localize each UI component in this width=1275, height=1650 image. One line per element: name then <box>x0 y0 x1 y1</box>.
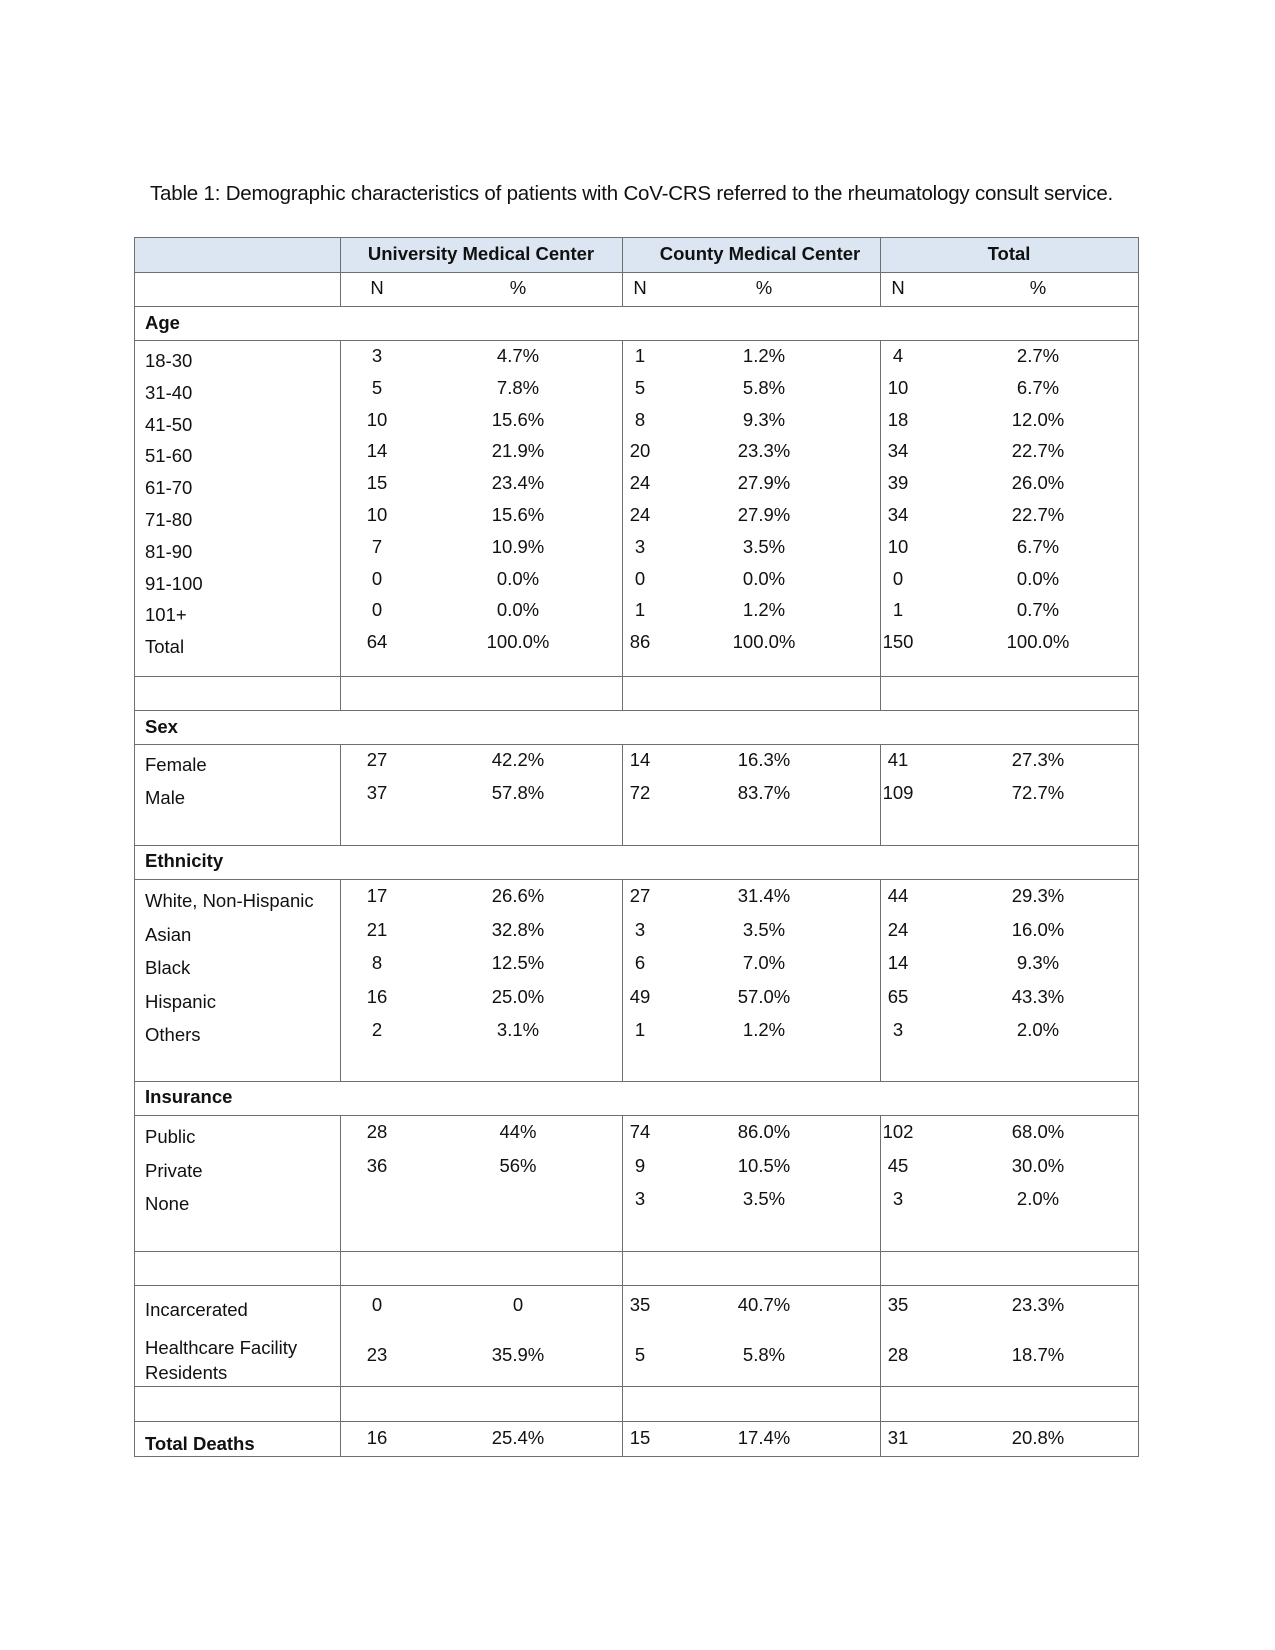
row-label: None <box>145 1193 190 1214</box>
healthcare-row-cell: 28 <box>887 1344 909 1365</box>
incarcerated-row-cell: 35 <box>887 1294 909 1315</box>
row-label: Male <box>145 787 186 808</box>
row-divider <box>134 1456 1139 1457</box>
insurance-row-cell: 36 <box>366 1154 388 1176</box>
insurance-row-cell: 68.0% <box>1011 1121 1065 1142</box>
age-row-cell: 1 <box>892 599 904 621</box>
age-row-cell: 150 <box>882 631 914 653</box>
age-row-cell: 5 <box>371 376 383 398</box>
sex-row-cell: 83.7% <box>737 782 791 803</box>
insurance-row-cell: 44% <box>499 1121 537 1142</box>
ethnicity-row-cell: 29.3% <box>1011 885 1065 906</box>
healthcare-row-cell: 23 <box>366 1344 388 1365</box>
column-divider <box>880 340 881 676</box>
age-row-cell: 4.7% <box>496 345 540 366</box>
age-row-cell: 4 <box>892 345 904 366</box>
age-row-cell: 1.2% <box>742 599 786 621</box>
column-divider <box>340 237 341 306</box>
row-divider <box>134 237 1139 238</box>
column-divider <box>340 1251 341 1285</box>
section-title-sex: Sex <box>145 716 178 737</box>
age-row-cell: 1 <box>634 345 646 366</box>
age-row-cell: 0 <box>371 567 383 589</box>
row-label: Total <box>145 636 185 658</box>
age-row-cell: 0.0% <box>496 567 540 589</box>
insurance-row-cell: 102 <box>882 1121 914 1142</box>
insurance-row-cell: 45 <box>887 1154 909 1176</box>
ethnicity-row-cell: 27 <box>629 885 651 906</box>
row-divider <box>134 1285 1139 1286</box>
age-row-cell: 15 <box>366 472 388 494</box>
column-divider <box>880 1386 881 1421</box>
row-label: 71-80 <box>145 509 193 530</box>
row-divider <box>134 710 1139 711</box>
age-row-cell: 15.6% <box>491 504 545 525</box>
row-divider <box>134 340 1139 341</box>
column-divider <box>880 1421 881 1456</box>
healthcare-row-cell: 5.8% <box>742 1344 786 1365</box>
age-row-cell: 3.5% <box>742 535 786 557</box>
row-label: Incarcerated <box>145 1299 248 1320</box>
ethnicity-row-cell: 31.4% <box>737 885 791 906</box>
sex-row-cell: 72 <box>629 782 651 803</box>
ethnicity-row-cell: 17 <box>366 885 388 906</box>
ethnicity-row-cell: 1.2% <box>742 1019 786 1040</box>
age-row-cell: 34 <box>887 504 909 525</box>
age-row-cell: 6.7% <box>1016 535 1060 557</box>
deaths-row-cell: 16 <box>366 1427 388 1448</box>
age-row-cell: 24 <box>629 504 651 525</box>
column-divider <box>880 1251 881 1285</box>
age-row-cell: 86 <box>629 631 651 653</box>
age-row-cell: 22.7% <box>1011 504 1065 525</box>
section-title-ethnicity: Ethnicity <box>145 850 224 871</box>
age-row-cell: 9.3% <box>742 408 786 430</box>
age-row-cell: 100.0% <box>486 631 550 653</box>
age-row-cell: 0 <box>634 567 646 589</box>
age-row-cell: 12.0% <box>1011 408 1065 430</box>
row-label: 91-100 <box>145 572 203 594</box>
subcolumn-header: % <box>755 277 773 298</box>
row-label: Female <box>145 754 207 775</box>
age-row-cell: 7.8% <box>496 376 540 398</box>
column-divider <box>622 1386 623 1421</box>
age-row-cell: 22.7% <box>1011 440 1065 462</box>
row-divider <box>134 306 1139 307</box>
row-divider <box>134 1386 1139 1387</box>
insurance-row-cell: 28 <box>366 1121 388 1142</box>
age-row-cell: 20 <box>629 440 651 462</box>
column-divider <box>622 1251 623 1285</box>
ethnicity-row-cell: 3 <box>634 918 646 940</box>
section-title-insurance: Insurance <box>145 1086 233 1107</box>
column-divider <box>1138 237 1139 1456</box>
sex-row-cell: 37 <box>366 782 388 803</box>
column-divider <box>340 340 341 676</box>
row-label: Public <box>145 1126 196 1147</box>
column-divider <box>340 1386 341 1421</box>
ethnicity-row-cell: 26.6% <box>491 885 545 906</box>
age-row-cell: 100.0% <box>732 631 796 653</box>
insurance-row-cell: 30.0% <box>1011 1154 1065 1176</box>
incarcerated-row-cell: 0 <box>371 1294 383 1315</box>
ethnicity-row-cell: 2.0% <box>1016 1019 1060 1040</box>
column-divider <box>622 1285 623 1386</box>
subcolumn-header: N <box>370 277 384 298</box>
section-title-age: Age <box>145 312 180 333</box>
subcolumn-header: N <box>891 277 905 298</box>
row-label: Healthcare Facility <box>145 1337 298 1358</box>
row-divider <box>134 1421 1139 1422</box>
ethnicity-row-cell: 12.5% <box>491 952 545 973</box>
column-group-header: Total <box>987 243 1031 264</box>
column-divider <box>622 1115 623 1251</box>
column-divider <box>880 879 881 1081</box>
ethnicity-row-cell: 24 <box>887 918 909 940</box>
age-row-cell: 8 <box>634 408 646 430</box>
age-row-cell: 27.9% <box>737 472 791 494</box>
insurance-row-cell: 56% <box>499 1154 537 1176</box>
column-divider <box>880 237 881 306</box>
ethnicity-row-cell: 8 <box>371 952 383 973</box>
ethnicity-row-cell: 7.0% <box>742 952 786 973</box>
ethnicity-row-cell: 2 <box>371 1019 383 1040</box>
ethnicity-row-cell: 3.5% <box>742 918 786 940</box>
subcolumn-header: N <box>633 277 647 298</box>
row-label: 41-50 <box>145 413 193 435</box>
age-row-cell: 10 <box>366 504 388 525</box>
sex-row-cell: 41 <box>887 749 909 770</box>
ethnicity-row-cell: 3.1% <box>496 1019 540 1040</box>
row-label: 61-70 <box>145 477 193 499</box>
ethnicity-row-cell: 32.8% <box>491 918 545 940</box>
ethnicity-row-cell: 57.0% <box>737 985 791 1007</box>
sex-row-cell: 109 <box>882 782 914 803</box>
incarcerated-row-cell: 0 <box>512 1294 524 1315</box>
age-row-cell: 23.3% <box>737 440 791 462</box>
age-row-cell: 10.9% <box>491 535 545 557</box>
age-row-cell: 18 <box>887 408 909 430</box>
ethnicity-row-cell: 44 <box>887 885 909 906</box>
row-label-total-deaths: Total Deaths <box>145 1433 255 1454</box>
column-group-header: County Medical Center <box>659 243 861 264</box>
row-divider <box>134 1115 1139 1116</box>
sex-row-cell: 57.8% <box>491 782 545 803</box>
column-divider <box>880 744 881 845</box>
table-caption: Table 1: Demographic characteristics of patients with CoV-CRS referred to the rheumatology consult service. <box>150 182 1114 205</box>
ethnicity-row-cell: 3 <box>892 1019 904 1040</box>
ethnicity-row-cell: 65 <box>887 985 909 1007</box>
age-row-cell: 5 <box>634 376 646 398</box>
age-row-cell: 6.7% <box>1016 376 1060 398</box>
deaths-row-cell: 17.4% <box>737 1427 791 1448</box>
age-row-cell: 10 <box>366 408 388 430</box>
age-row-cell: 0.7% <box>1016 599 1060 621</box>
ethnicity-row-cell: 43.3% <box>1011 985 1065 1007</box>
column-divider <box>340 744 341 845</box>
age-row-cell: 24 <box>629 472 651 494</box>
column-divider <box>880 1115 881 1251</box>
row-label: White, Non-Hispanic <box>145 890 314 911</box>
age-row-cell: 1.2% <box>742 345 786 366</box>
insurance-row-cell: 2.0% <box>1016 1188 1060 1209</box>
column-divider <box>622 1421 623 1456</box>
deaths-row-cell: 31 <box>887 1427 909 1448</box>
ethnicity-row-cell: 16.0% <box>1011 918 1065 940</box>
row-label: Hispanic <box>145 990 216 1012</box>
healthcare-row-cell: 5 <box>634 1344 646 1365</box>
ethnicity-row-cell: 16 <box>366 985 388 1007</box>
incarcerated-row-cell: 23.3% <box>1011 1294 1065 1315</box>
deaths-row-cell: 20.8% <box>1011 1427 1065 1448</box>
insurance-row-cell: 3.5% <box>742 1188 786 1209</box>
age-row-cell: 0.0% <box>496 599 540 621</box>
sex-row-cell: 16.3% <box>737 749 791 770</box>
row-label: 81-90 <box>145 540 193 562</box>
row-label: 18-30 <box>145 350 193 371</box>
healthcare-row-cell: 18.7% <box>1011 1344 1065 1365</box>
age-row-cell: 7 <box>371 535 383 557</box>
subcolumn-header: % <box>509 277 527 298</box>
insurance-row-cell: 10.5% <box>737 1154 791 1176</box>
column-divider <box>880 676 881 710</box>
age-row-cell: 10 <box>887 376 909 398</box>
age-row-cell: 15.6% <box>491 408 545 430</box>
row-divider <box>134 744 1139 745</box>
row-label: Black <box>145 957 191 978</box>
column-divider <box>622 744 623 845</box>
sex-row-cell: 42.2% <box>491 749 545 770</box>
ethnicity-row-cell: 21 <box>366 918 388 940</box>
sex-row-cell: 27.3% <box>1011 749 1065 770</box>
age-row-cell: 14 <box>366 440 388 462</box>
insurance-row-cell: 86.0% <box>737 1121 791 1142</box>
age-row-cell: 26.0% <box>1011 472 1065 494</box>
ethnicity-row-cell: 1 <box>634 1019 646 1040</box>
row-divider <box>134 845 1139 846</box>
insurance-row-cell: 9 <box>634 1154 646 1176</box>
insurance-row-cell: 3 <box>892 1188 904 1209</box>
age-row-cell: 21.9% <box>491 440 545 462</box>
age-row-cell: 34 <box>887 440 909 462</box>
age-row-cell: 100.0% <box>1006 631 1070 653</box>
insurance-row-cell: 74 <box>629 1121 651 1142</box>
column-divider <box>622 340 623 676</box>
deaths-row-cell: 15 <box>629 1427 651 1448</box>
row-divider <box>134 1251 1139 1252</box>
row-divider <box>134 879 1139 880</box>
age-row-cell: 0.0% <box>1016 567 1060 589</box>
age-row-cell: 3 <box>371 345 383 366</box>
column-divider <box>340 1115 341 1251</box>
column-divider <box>622 676 623 710</box>
age-row-cell: 39 <box>887 472 909 494</box>
incarcerated-row-cell: 35 <box>629 1294 651 1315</box>
ethnicity-row-cell: 6 <box>634 952 646 973</box>
column-divider <box>340 879 341 1081</box>
healthcare-row-cell: 35.9% <box>491 1344 545 1365</box>
age-row-cell: 2.7% <box>1016 345 1060 366</box>
incarcerated-row-cell: 40.7% <box>737 1294 791 1315</box>
age-row-cell: 23.4% <box>491 472 545 494</box>
row-label: 51-60 <box>145 445 193 467</box>
sex-row-cell: 14 <box>629 749 651 770</box>
ethnicity-row-cell: 49 <box>629 985 651 1007</box>
sex-row-cell: 27 <box>366 749 388 770</box>
age-row-cell: 0 <box>371 599 383 621</box>
subcolumn-header: % <box>1029 277 1047 298</box>
age-row-cell: 27.9% <box>737 504 791 525</box>
row-label: 31-40 <box>145 381 193 403</box>
row-divider <box>134 1081 1139 1082</box>
column-divider <box>134 237 135 1456</box>
age-row-cell: 1 <box>634 599 646 621</box>
column-divider <box>340 676 341 710</box>
age-row-cell: 0 <box>892 567 904 589</box>
ethnicity-row-cell: 9.3% <box>1016 952 1060 973</box>
age-row-cell: 64 <box>366 631 388 653</box>
row-label: Others <box>145 1024 201 1045</box>
insurance-row-cell: 3 <box>634 1188 646 1209</box>
row-label: 101+ <box>145 604 187 626</box>
deaths-row-cell: 25.4% <box>491 1427 545 1448</box>
sex-row-cell: 72.7% <box>1011 782 1065 803</box>
row-label: Private <box>145 1159 203 1181</box>
ethnicity-row-cell: 25.0% <box>491 985 545 1007</box>
column-divider <box>622 879 623 1081</box>
row-label: Asian <box>145 923 192 945</box>
column-divider <box>340 1421 341 1456</box>
column-divider <box>622 237 623 306</box>
age-row-cell: 3 <box>634 535 646 557</box>
row-label: Residents <box>145 1362 228 1383</box>
row-divider <box>134 272 1139 273</box>
ethnicity-row-cell: 14 <box>887 952 909 973</box>
column-group-header: University Medical Center <box>367 243 595 264</box>
row-divider <box>134 676 1139 677</box>
column-divider <box>340 1285 341 1386</box>
age-row-cell: 5.8% <box>742 376 786 398</box>
column-divider <box>880 1285 881 1386</box>
age-row-cell: 0.0% <box>742 567 786 589</box>
age-row-cell: 10 <box>887 535 909 557</box>
